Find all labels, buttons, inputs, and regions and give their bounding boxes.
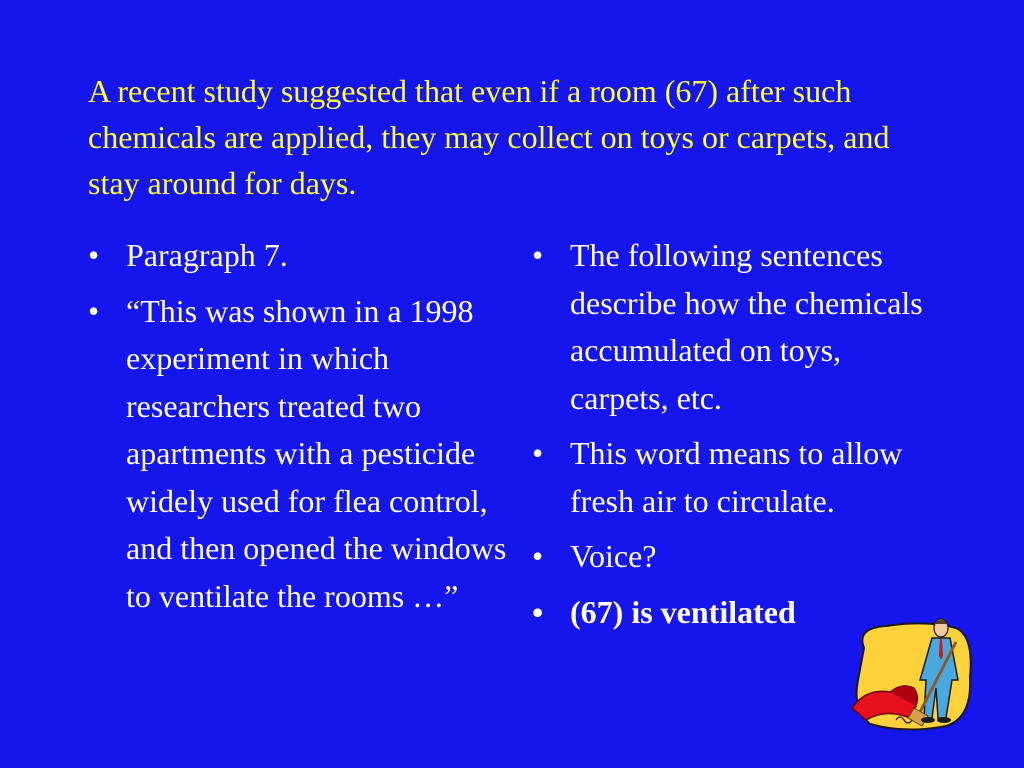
bullet-item [532,430,932,525]
bullet-text: “This was shown in a 1998 experiment in which researchers treated two apartments with a pesticide widely used for flea control, and then opened the windows to ventilate the rooms …” [126,292,507,614]
bullet-item [532,232,932,422]
bullet-item [532,533,932,581]
bullet-glyph: • [532,538,544,574]
left-bullet-list [88,232,508,628]
bullet-item [88,232,508,280]
bullet-text: This word means to allow fresh air to circulate. [570,435,903,519]
bullet-glyph: • [532,435,544,471]
bullet-text: Paragraph 7. [126,237,288,273]
man-sweeping-carpet-clipart-icon [846,608,978,734]
bullet-glyph: • [88,292,100,329]
bullet-text: The following sentences describe how the chemicals accumulated on toys, carpets, etc. [570,237,923,416]
bullet-glyph: • [88,237,100,273]
bullet-text: (67) is ventilated [570,593,796,630]
right-bullet-list [532,232,932,644]
bullet-text: Voice? [570,538,657,574]
bullet-glyph: • [532,237,544,273]
bullet-item [88,288,508,621]
slide-title: A recent study suggested that even if a room (67) after such chemicals are applied, they may collect on toys or carpets, and stay around for days. [88,73,890,201]
bullet-glyph: • [532,593,544,630]
